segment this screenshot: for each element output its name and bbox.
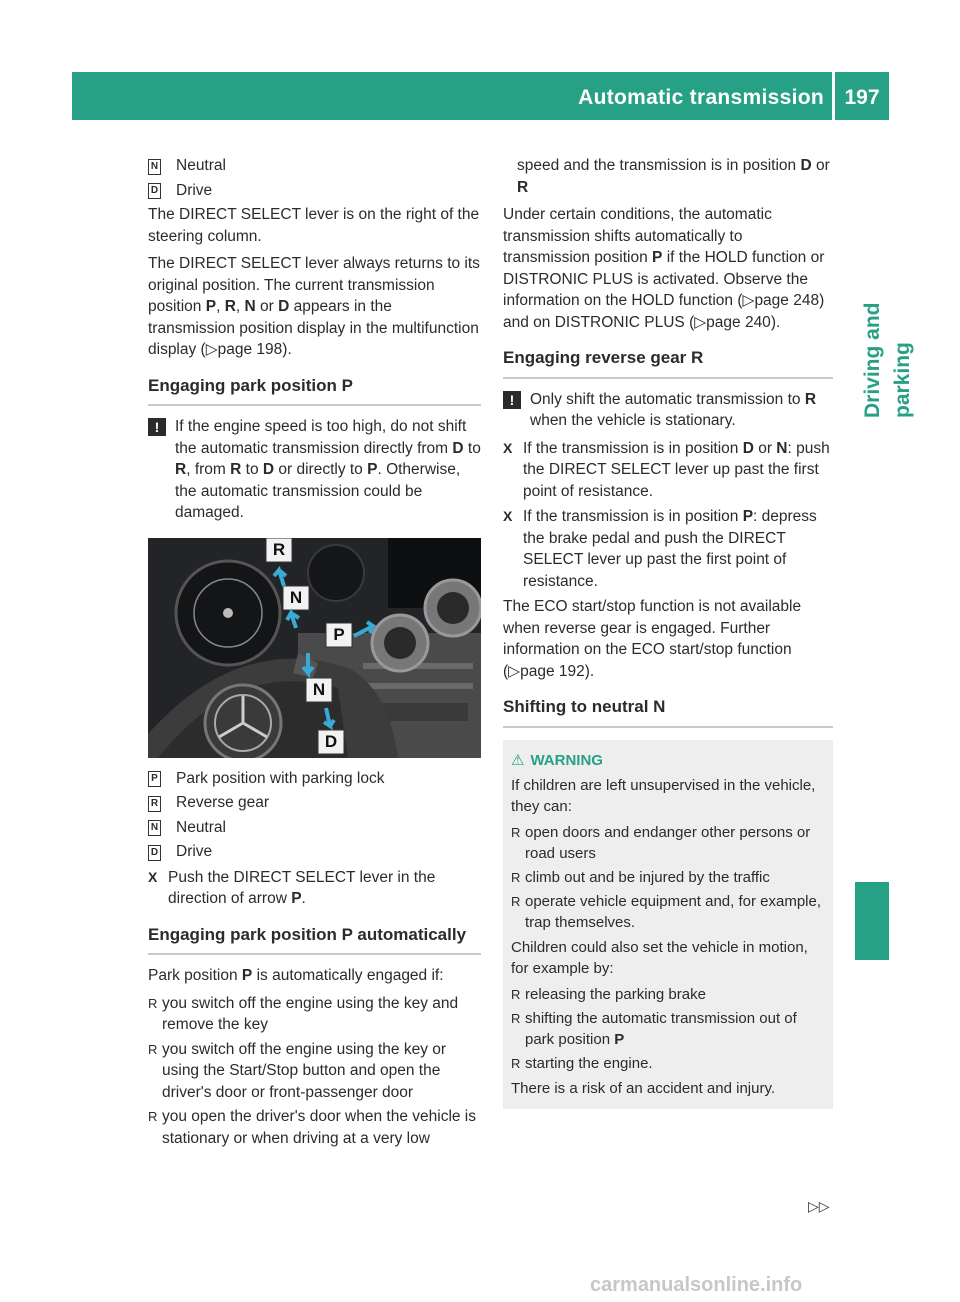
- bullet-icon: R: [511, 893, 521, 909]
- watermark: carmanualsonline.info: [590, 1274, 803, 1296]
- bullet-item: R releasing the parking brake: [511, 985, 706, 1003]
- instruction-step: X Push the DIRECT SELECT lever in the direction of arrow P.: [148, 867, 481, 910]
- instruction-step: X If the transmission is in position D or N: push the DIRECT SELECT lever up past the first point of resistance.: [503, 438, 833, 503]
- continue-arrow-icon: ▷▷: [808, 1198, 830, 1214]
- section-heading: Engaging park position P automatically: [148, 924, 481, 956]
- drive-symbol-icon: D: [148, 183, 161, 199]
- park-symbol-icon: P: [148, 771, 161, 787]
- warning-heading: ⚠ WARNING: [511, 751, 603, 769]
- page-reference[interactable]: page 240: [706, 313, 771, 331]
- warning-box: ⚠ WARNING If children are left unsupervised in the vehicle, they can: R open doors and endanger other persons or road users R climb out and be injured by the traffic R operate vehicle equipment and, for example, trap themselves. Children could also set the vehicle in motion, for example by: R releasing the parking brake R shifting the automatic transmission out of park position P R starting the engine. There is a risk of an accident and injury.: [503, 740, 833, 1109]
- paragraph: The DIRECT SELECT lever always returns to its original position. The current transmission position P, R, N or D appears in the transmission position display in the multifunction display (▷page 198).: [148, 255, 480, 358]
- step-arrow-icon: X: [503, 508, 513, 524]
- bullet-icon: R: [511, 1010, 521, 1026]
- key-item: N Neutral: [148, 817, 481, 839]
- figure-label-n: N: [289, 587, 303, 607]
- bullet-item: R starting the engine.: [511, 1054, 653, 1072]
- section-tab: Driving and parking: [861, 302, 914, 418]
- figure-label-n: N: [312, 679, 326, 699]
- bullet-item: R open doors and endanger other persons or road users: [511, 823, 811, 862]
- bullet-icon: R: [511, 986, 521, 1002]
- page-reference[interactable]: page 192: [520, 662, 585, 680]
- section-heading: Engaging reverse gear R: [503, 347, 833, 379]
- ref-arrow-icon: ▷: [205, 341, 218, 358]
- page-reference[interactable]: page 248: [754, 292, 820, 309]
- bullet-icon: R: [511, 824, 521, 840]
- section-marker: [855, 882, 889, 960]
- bullet-item: R operate vehicle equipment and, for example, trap themselves.: [511, 892, 822, 931]
- key-item: N Neutral: [148, 155, 481, 177]
- drive-symbol-icon: D: [148, 845, 161, 861]
- step-arrow-icon: X: [503, 439, 513, 456]
- bullet-item: R climb out and be injured by the traffic: [511, 868, 770, 886]
- bullet-icon: R: [148, 1041, 158, 1057]
- paragraph: speed and the transmission is in position D or R: [517, 157, 830, 196]
- bullet-icon: R: [148, 1109, 158, 1124]
- exclamation-icon: !: [503, 391, 521, 409]
- neutral-symbol-icon: N: [148, 159, 161, 175]
- ref-arrow-icon: ▷: [694, 313, 707, 331]
- bullet-icon: R: [148, 995, 158, 1011]
- figure-label-p: P: [333, 624, 345, 644]
- paragraph: The ECO start/stop function is not available when reverse gear is engaged. Further information on the ECO start/stop function (▷page 192).: [503, 598, 802, 680]
- key-item: D Drive: [148, 841, 481, 863]
- page-reference[interactable]: page 198: [217, 341, 283, 358]
- paragraph: Under certain conditions, the automatic transmission shifts automatically to transmission position P if the HOLD function or DISTRONIC PLUS is activated. Observe the information on the HOLD function (▷page 248) and on DISTRONIC PLUS (▷page 240).: [503, 206, 825, 331]
- caution-note: ! If the engine speed is too high, do not shift the automatic transmission directly from D to R, from R to D or directly to P. Otherwise, the automatic transmission could be damaged.: [148, 416, 481, 524]
- steering-wheel-illustration: [148, 538, 481, 758]
- bullet-icon: R: [511, 869, 521, 885]
- page-number: 197: [844, 86, 880, 109]
- neutral-symbol-icon: N: [148, 820, 161, 836]
- bullet-item: R you switch off the engine using the key or using the Start/Stop button and open the driver's door or front-passenger door: [148, 1039, 481, 1104]
- caution-note: ! Only shift the automatic transmission to R when the vehicle is stationary.: [503, 389, 833, 432]
- step-arrow-icon: X: [148, 868, 158, 885]
- key-item: P Park position with parking lock: [148, 768, 481, 790]
- right-column: [503, 155, 833, 1109]
- bullet-item: R you switch off the engine using the key and remove the key: [148, 993, 481, 1036]
- bullet-icon: R: [511, 1055, 521, 1071]
- paragraph: Park position P is automatically engaged if:: [148, 967, 444, 984]
- key-item: D Drive: [148, 180, 481, 202]
- exclamation-icon: !: [148, 418, 166, 436]
- ref-arrow-icon: ▷: [742, 292, 755, 309]
- paragraph: The DIRECT SELECT lever is on the right of the steering column.: [148, 206, 480, 245]
- instruction-step: X If the transmission is in position P: depress the brake pedal and push the DIRECT SELECT lever up past the first point of resistance.: [503, 506, 833, 592]
- key-item: R Reverse gear: [148, 792, 481, 814]
- reverse-symbol-icon: R: [148, 796, 161, 812]
- warning-triangle-icon: ⚠: [511, 751, 525, 769]
- page-title: Automatic transmission: [578, 86, 824, 109]
- section-heading: Shifting to neutral N: [503, 696, 833, 728]
- bullet-item: R shifting the automatic transmission out of park position P: [511, 1009, 797, 1048]
- figure-label-r: R: [272, 539, 286, 559]
- figure-label-d: D: [324, 731, 338, 751]
- section-heading: Engaging park position P: [148, 375, 481, 407]
- left-column: [148, 155, 481, 1152]
- ref-arrow-icon: ▷: [508, 662, 521, 680]
- bullet-item: R you open the driver's door when the vehicle is stationary or when driving at a very low: [148, 1106, 481, 1149]
- steering-wheel-figure: [148, 538, 481, 758]
